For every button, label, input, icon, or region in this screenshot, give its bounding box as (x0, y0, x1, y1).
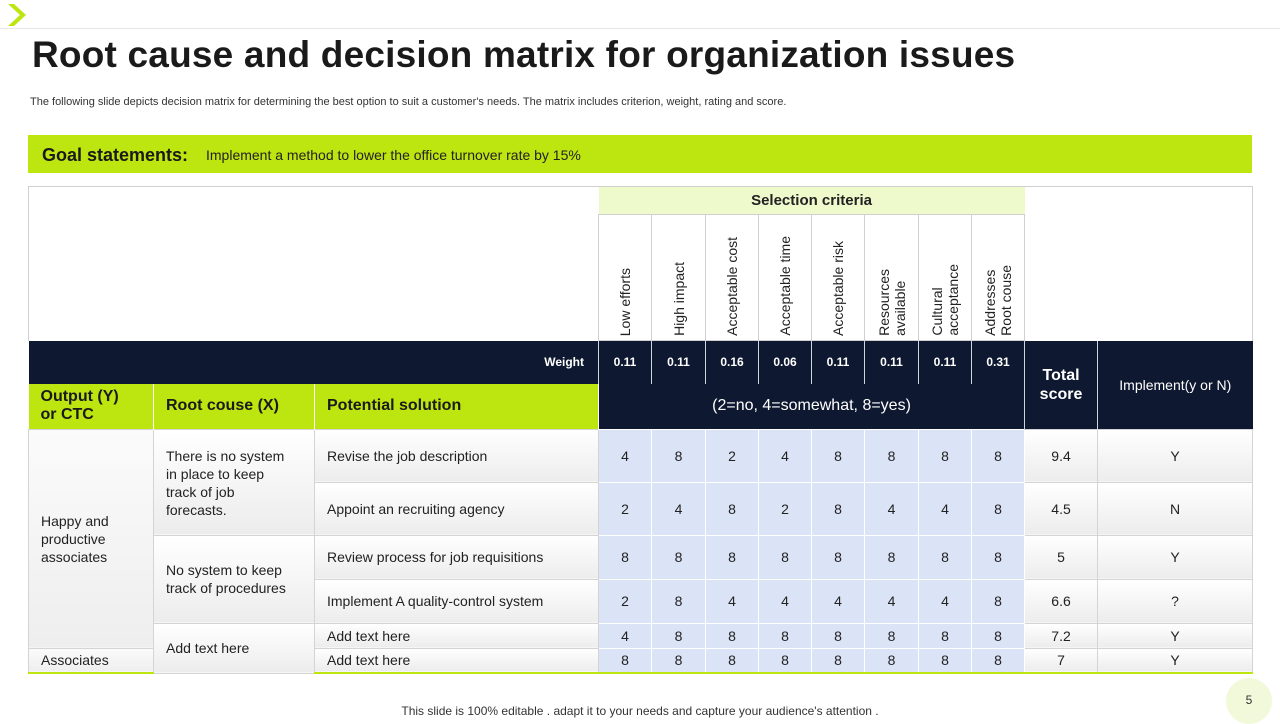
solution-cell: Revise the job description (315, 429, 599, 482)
root-cause-cell: No system to keep track of procedures (154, 535, 315, 623)
chevron-right-icon (4, 2, 32, 28)
page-title: Root cause and decision matrix for organization issues (32, 34, 1016, 75)
weight-value: 0.11 (599, 341, 652, 384)
score-cell: 8 (706, 623, 759, 648)
score-cell: 8 (919, 623, 972, 648)
solution-cell: Review process for job requisitions (315, 535, 599, 579)
weight-value: 0.11 (865, 341, 919, 384)
rating-scale-label: (2=no, 4=somewhat, 8=yes) (599, 384, 1025, 430)
table-row (29, 623, 1253, 648)
score-cell: 8 (972, 648, 1025, 673)
criterion-header (865, 215, 919, 341)
criterion-label: High impact (670, 262, 687, 336)
criterion-header (759, 215, 812, 341)
root-cause-cell: There is no system in place to keep track of job forecasts. (154, 429, 315, 535)
score-cell: 8 (652, 535, 706, 579)
criterion-header (706, 215, 759, 341)
score-cell: 8 (865, 648, 919, 673)
weight-value: 0.16 (706, 341, 759, 384)
score-cell: 8 (972, 535, 1025, 579)
weight-value: 0.11 (812, 341, 865, 384)
implement-cell: Y (1098, 648, 1253, 673)
score-cell: 8 (865, 535, 919, 579)
score-cell: 4 (759, 429, 812, 482)
score-cell: 4 (812, 579, 865, 623)
score-cell: 8 (812, 429, 865, 482)
matrix-corner-blank (29, 187, 599, 341)
score-cell: 8 (972, 579, 1025, 623)
selection-criteria-header: Selection criteria (599, 187, 1025, 215)
criterion-label: Acceptable risk (830, 241, 847, 336)
root-cause-cell: Add text here (154, 623, 315, 673)
score-cell: 8 (652, 648, 706, 673)
header-divider (0, 28, 1280, 29)
implement-cell: Y (1098, 623, 1253, 648)
footer-note: This slide is 100% editable . adapt it to your needs and capture your audience's attention . (401, 704, 879, 718)
total-score-cell: 9.4 (1025, 429, 1098, 482)
weight-label: Weight (29, 341, 599, 384)
goal-label: Goal statements: (42, 145, 189, 165)
score-cell: 4 (599, 623, 652, 648)
implement-cell: N (1098, 482, 1253, 535)
total-score-header: Total score (1025, 341, 1098, 430)
score-cell: 8 (599, 648, 652, 673)
score-cell: 8 (972, 429, 1025, 482)
weight-value: 0.11 (919, 341, 972, 384)
criterion-label: Cultural acceptance (929, 264, 962, 336)
score-cell: 8 (652, 623, 706, 648)
score-cell: 4 (652, 482, 706, 535)
decision-matrix-table (28, 186, 1253, 674)
page-subtitle: The following slide depicts decision matrix for determining the best option to suit a customer's needs. The matrix includes criterion, weight, rating and score. (30, 96, 787, 108)
score-cell: 8 (919, 429, 972, 482)
weight-value: 0.31 (972, 341, 1025, 384)
score-cell: 8 (812, 535, 865, 579)
criterion-header (652, 215, 706, 341)
implement-cell: ? (1098, 579, 1253, 623)
root-cause-column-header: Root couse (X) (154, 384, 315, 430)
score-cell: 2 (706, 429, 759, 482)
matrix-corner-blank-right (1025, 187, 1253, 341)
output-column-header: Output (Y) or CTC (29, 384, 154, 430)
score-cell: 2 (599, 482, 652, 535)
total-score-cell: 7.2 (1025, 623, 1098, 648)
output-cell: Happy and productive associates (29, 429, 154, 648)
criterion-header (972, 215, 1025, 341)
score-cell: 2 (759, 482, 812, 535)
implement-header: Implement(y or N) (1098, 341, 1253, 430)
table-row (29, 535, 1253, 579)
score-cell: 8 (812, 648, 865, 673)
score-cell: 2 (599, 579, 652, 623)
criterion-header (812, 215, 865, 341)
score-cell: 8 (919, 535, 972, 579)
criterion-label: Acceptable time (777, 236, 794, 336)
score-cell: 8 (972, 623, 1025, 648)
criterion-label: Addresses Root couse (982, 265, 1015, 336)
score-cell: 8 (759, 623, 812, 648)
score-cell: 8 (919, 648, 972, 673)
output-cell: Associates (29, 648, 154, 673)
solution-cell: Implement A quality-control system (315, 579, 599, 623)
score-cell: 4 (919, 482, 972, 535)
solution-cell: Add text here (315, 623, 599, 648)
page-number: 5 (1245, 693, 1253, 707)
total-score-cell: 6.6 (1025, 579, 1098, 623)
score-cell: 8 (759, 648, 812, 673)
criterion-label: Low efforts (617, 267, 634, 336)
score-cell: 8 (599, 535, 652, 579)
score-cell: 8 (865, 429, 919, 482)
weight-row (29, 341, 1253, 384)
criterion-label: Resources available (875, 269, 908, 336)
score-cell: 4 (599, 429, 652, 482)
score-cell: 4 (706, 579, 759, 623)
weight-value: 0.11 (652, 341, 706, 384)
goal-text: Implement a method to lower the office turnover rate by 15% (206, 147, 581, 163)
score-cell: 4 (865, 579, 919, 623)
total-score-cell: 5 (1025, 535, 1098, 579)
score-cell: 4 (865, 482, 919, 535)
score-cell: 8 (706, 535, 759, 579)
criterion-header (919, 215, 972, 341)
score-cell: 8 (652, 579, 706, 623)
total-score-cell: 7 (1025, 648, 1098, 673)
solution-cell: Appoint an recruiting agency (315, 482, 599, 535)
score-cell: 8 (972, 482, 1025, 535)
score-cell: 8 (706, 482, 759, 535)
score-cell: 8 (759, 535, 812, 579)
score-cell: 8 (706, 648, 759, 673)
total-score-cell: 4.5 (1025, 482, 1098, 535)
selection-criteria-row (29, 187, 1253, 215)
weight-value: 0.06 (759, 341, 812, 384)
goal-statement-bar (28, 135, 1252, 173)
score-cell: 8 (865, 623, 919, 648)
implement-cell: Y (1098, 535, 1253, 579)
criterion-header (599, 215, 652, 341)
table-row (29, 429, 1253, 482)
score-cell: 4 (759, 579, 812, 623)
solution-cell: Add text here (315, 648, 599, 673)
score-cell: 8 (812, 482, 865, 535)
score-cell: 8 (812, 623, 865, 648)
criterion-label: Acceptable cost (724, 237, 741, 336)
potential-solution-column-header: Potential solution (315, 384, 599, 430)
implement-cell: Y (1098, 429, 1253, 482)
score-cell: 4 (919, 579, 972, 623)
score-cell: 8 (652, 429, 706, 482)
